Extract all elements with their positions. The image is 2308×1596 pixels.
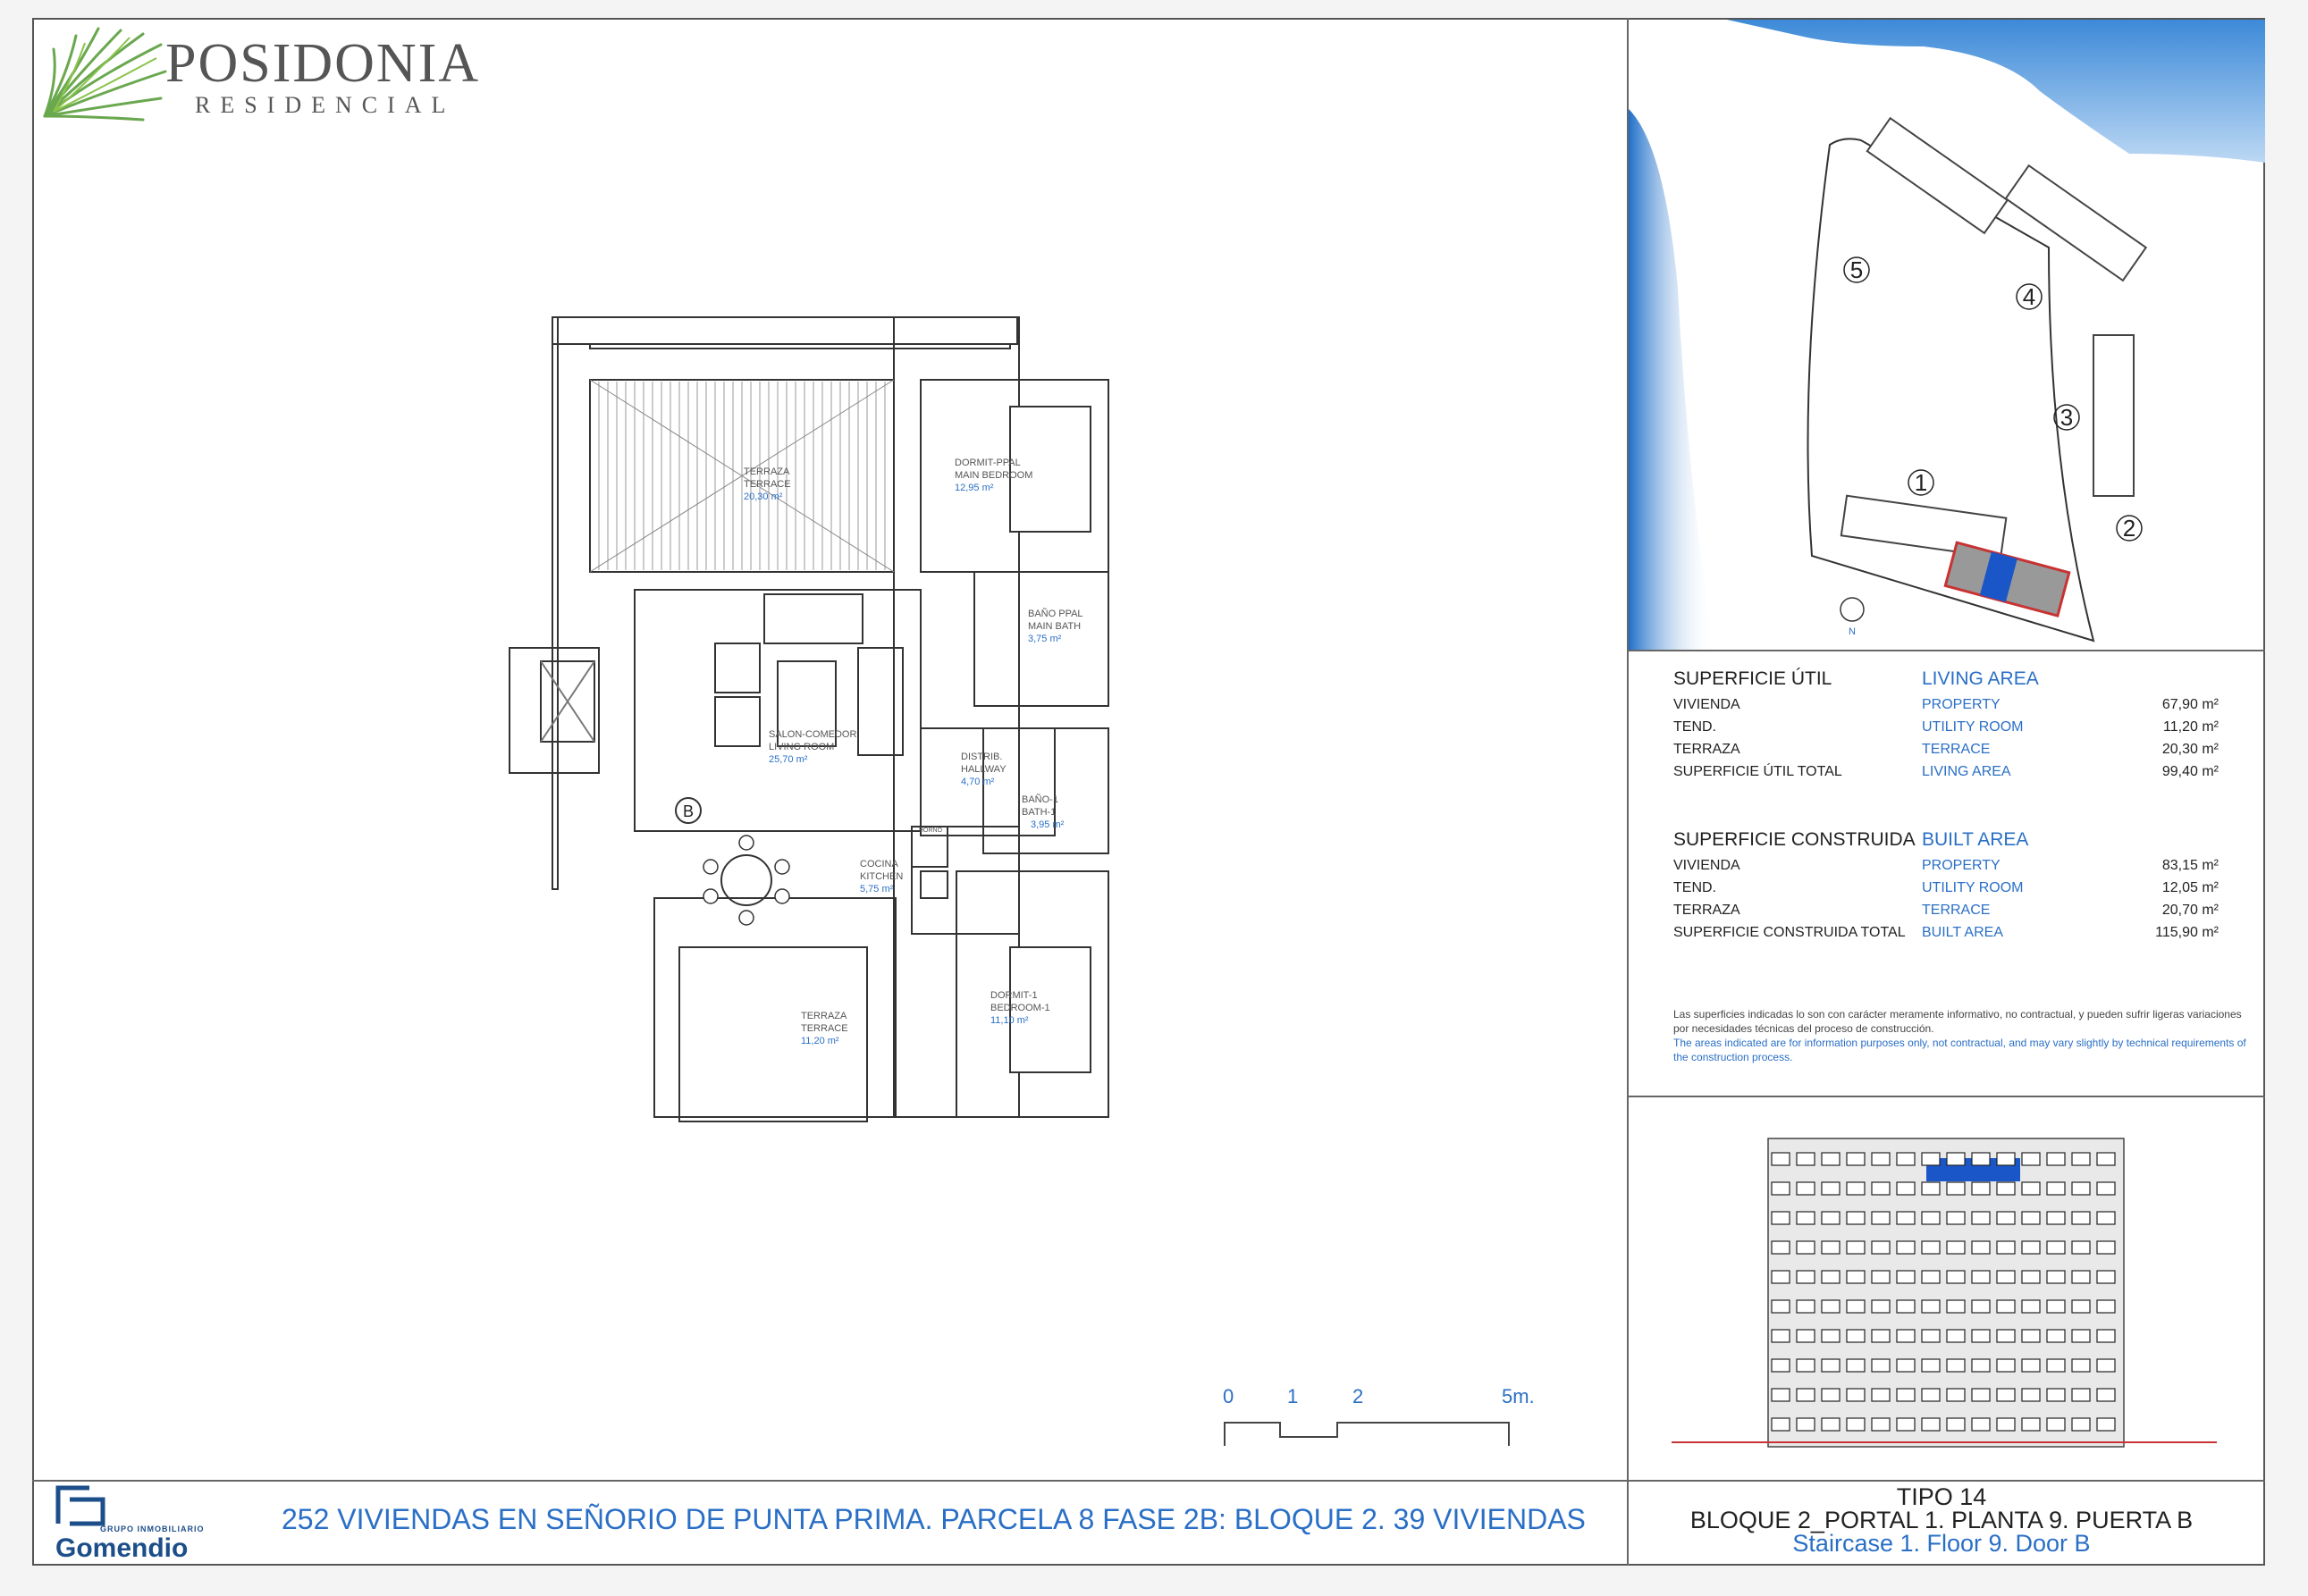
elevation-window (2022, 1389, 2040, 1401)
area-row-en: UTILITY ROOM (1922, 719, 2024, 735)
area-row-en: UTILITY ROOM (1922, 880, 2024, 895)
elevation-window (1772, 1241, 1790, 1254)
elevation-window (1872, 1212, 1890, 1224)
elevation-window (2097, 1418, 2115, 1431)
elevation-window (1997, 1330, 2015, 1342)
elevation-window (1822, 1153, 1840, 1165)
elevation-window (2022, 1182, 2040, 1195)
elevation-window (2097, 1389, 2115, 1401)
area-row-value: 20,70 m² (2161, 903, 2219, 918)
block-3-footprint (2093, 335, 2134, 496)
sea-top (1727, 20, 2265, 163)
elevation-window (1797, 1271, 1815, 1283)
elevation-window (1972, 1212, 1990, 1224)
elevation-window (1947, 1212, 1965, 1224)
elevation-window (1822, 1182, 1840, 1195)
built-title-es: SUPERFICIE CONSTRUIDA (1673, 829, 1916, 850)
building-elevation (1672, 1135, 2226, 1457)
elevation-window (1997, 1389, 2015, 1401)
useful-title-es: SUPERFICIE ÚTIL (1673, 668, 1832, 689)
area-table (1673, 668, 2219, 944)
footer-divider (32, 1480, 2265, 1482)
elevation-window (1972, 1300, 1990, 1313)
area-row-es: VIVIENDA (1673, 697, 1740, 712)
elevation-window (1997, 1212, 2015, 1224)
room-name-main-bath-es: BAÑO PPAL (1028, 609, 1083, 619)
area-row-value: 83,15 m² (2161, 858, 2219, 873)
site-map (1629, 20, 2265, 650)
floor-plan (501, 308, 1144, 1130)
elevation-window (2072, 1359, 2090, 1372)
elevation-window (2047, 1300, 2065, 1313)
elevation-window (2072, 1212, 2090, 1224)
elevation-window (1997, 1182, 2015, 1195)
elevation-window (1822, 1271, 1840, 1283)
area-row (1673, 854, 2219, 877)
area-row-es: VIVIENDA (1673, 858, 1740, 873)
block-2-label: 2 (2122, 515, 2136, 542)
elevation-window (1772, 1389, 1790, 1401)
elevation-window (1847, 1153, 1865, 1165)
elevation-window (2047, 1212, 2065, 1224)
elevation-window (1972, 1418, 1990, 1431)
elevation-window (1872, 1389, 1890, 1401)
scale-tick-5: 5m. (1502, 1385, 1535, 1407)
area-row (1673, 693, 2219, 716)
top-balcony-rail (552, 317, 1017, 344)
elevation-window (1972, 1182, 1990, 1195)
developer-name: Gomendio (55, 1533, 189, 1563)
elevation-window (2022, 1241, 2040, 1254)
elevation-window (1922, 1271, 1940, 1283)
elevation-window (1847, 1212, 1865, 1224)
palm-leaf-icon (36, 27, 170, 125)
elevation-window (1797, 1182, 1815, 1195)
elevation-window (1897, 1212, 1915, 1224)
elevation-window (1897, 1330, 1915, 1342)
elevation-window (1897, 1271, 1915, 1283)
room-name-bath1-es: BAÑO-1 (1022, 794, 1058, 805)
area-row (1673, 760, 2219, 783)
elevation-window (1897, 1182, 1915, 1195)
elevation-window (2022, 1271, 2040, 1283)
elevation-window (1822, 1300, 1840, 1313)
area-row-en: TERRACE (1922, 742, 1991, 757)
elevation-window (1972, 1389, 1990, 1401)
elevation-window (1922, 1389, 1940, 1401)
north-label: N (1849, 626, 1856, 637)
elevation-window (2022, 1359, 2040, 1372)
elevation-window (1972, 1330, 1990, 1342)
room-name-main-bedroom-es: DORMIT-PPAL (955, 458, 1021, 468)
area-row-en: BUILT AREA (1922, 925, 2003, 940)
elevation-window (1772, 1153, 1790, 1165)
elevation-window (1997, 1241, 2015, 1254)
room-name-main-bedroom-en: MAIN BEDROOM (955, 470, 1033, 481)
elevation-window (1872, 1330, 1890, 1342)
elevation-window (1872, 1271, 1890, 1283)
elevation-window (1872, 1241, 1890, 1254)
elevation-window (1772, 1271, 1790, 1283)
elevation-window (1947, 1241, 1965, 1254)
scale-tick-1: 1 (1287, 1385, 1299, 1407)
area-row (1673, 716, 2219, 738)
elevation-window (2047, 1418, 2065, 1431)
elevation-window (2022, 1418, 2040, 1431)
unit-location-en: Staircase 1. Floor 9. Door B (1792, 1530, 2091, 1557)
door-marker-label: B (682, 802, 695, 820)
area-row-value: 67,90 m² (2161, 697, 2219, 712)
elevation-window (2022, 1212, 2040, 1224)
room-name-hallway-es: DISTRIB. (961, 752, 1003, 762)
elevation-window (1897, 1300, 1915, 1313)
area-row-es: TEND. (1673, 719, 1716, 735)
elevation-window (1997, 1359, 2015, 1372)
elevation-window (2097, 1212, 2115, 1224)
elevation-window (2047, 1330, 2065, 1342)
elevation-window (2072, 1389, 2090, 1401)
area-row (1673, 899, 2219, 921)
elevation-window (1972, 1241, 1990, 1254)
elevation-window (1872, 1300, 1890, 1313)
elevation-window (1772, 1418, 1790, 1431)
elevation-window (1797, 1330, 1815, 1342)
area-row-es: TEND. (1673, 880, 1716, 895)
room-name-kitchen-es: COCINA (860, 859, 898, 869)
elevation-window (1947, 1153, 1965, 1165)
elevation-window (2022, 1153, 2040, 1165)
elevation-window (1822, 1389, 1840, 1401)
main-terrace (590, 380, 894, 572)
room-name-main-bath-en: MAIN BATH (1028, 621, 1082, 632)
elevation-window (1922, 1418, 1940, 1431)
elevation-window (1997, 1300, 2015, 1313)
elevation-window (2097, 1241, 2115, 1254)
room-area-bath1: 3,95 m² (1031, 819, 1065, 830)
elevation-window (1972, 1153, 1990, 1165)
area-row (1673, 738, 2219, 760)
brand-subtitle: RESIDENCIAL (195, 92, 456, 118)
disclaimer-es: Las superficies indicadas lo son con carácter meramente informativo, no contractual, y pueden sufrir ligeras variaciones por necesidades técnicas del proceso de construcción. (1673, 1008, 2242, 1035)
elevation-window (2047, 1182, 2065, 1195)
site-map-divider (1627, 650, 2265, 651)
elevation-window (1897, 1153, 1915, 1165)
elevation-window (1797, 1418, 1815, 1431)
elevation-window (1972, 1359, 1990, 1372)
area-row-value: 115,90 m² (2155, 925, 2219, 940)
block-3-label: 3 (2060, 404, 2074, 431)
elevation-window (1897, 1241, 1915, 1254)
elevation-window (2047, 1359, 2065, 1372)
sea-left (1629, 109, 1714, 650)
brand-name: POSIDONIA (165, 33, 481, 94)
elevation-window (2072, 1300, 2090, 1313)
room-area-small-terrace: 11,20 m² (801, 1036, 839, 1046)
elevation-window (1822, 1418, 1840, 1431)
elevation-window (2097, 1359, 2115, 1372)
elevation-window (1797, 1359, 1815, 1372)
room-name-living-es: SALON-COMEDOR (769, 729, 857, 740)
elevation-window (2022, 1300, 2040, 1313)
gomendio-mark-icon (54, 1483, 107, 1528)
built-area-header (1673, 829, 2219, 851)
elevation-window (1847, 1300, 1865, 1313)
room-name-bedroom1-en: BEDROOM-1 (990, 1003, 1050, 1013)
elevation-window (1772, 1330, 1790, 1342)
elevation-window (1922, 1330, 1940, 1342)
elevation-window (1797, 1300, 1815, 1313)
elevation-window (1797, 1212, 1815, 1224)
elevation-window (1772, 1212, 1790, 1224)
scale-tick-2: 2 (1352, 1385, 1364, 1407)
area-row-value: 20,30 m² (2161, 742, 2219, 757)
elevation-window (2097, 1330, 2115, 1342)
elevation-window (2097, 1153, 2115, 1165)
elevation-window (2072, 1271, 2090, 1283)
elevation-window (1772, 1182, 1790, 1195)
gomendio-logo (54, 1483, 250, 1563)
block-5-label: 5 (1849, 256, 1864, 283)
block-4-label: 4 (2022, 283, 2036, 310)
elevation-window (2047, 1271, 2065, 1283)
room-name-bedroom1-es: DORMIT-1 (990, 990, 1038, 1001)
elevation-window (1947, 1389, 1965, 1401)
elevation-window (1947, 1359, 1965, 1372)
area-row-value: 12,05 m² (2161, 880, 2219, 895)
elevation-window (1922, 1182, 1940, 1195)
project-title: 252 VIVIENDAS EN SEÑORIO DE PUNTA PRIMA. PARCELA 8 FASE 2B: BLOQUE 2. 39 VIVIENDAS (282, 1503, 1586, 1535)
elevation-window (1822, 1212, 1840, 1224)
elevation-window (1797, 1153, 1815, 1165)
unit-type-block (1629, 1485, 2254, 1555)
elevation-window (2047, 1241, 2065, 1254)
elevation-window (1822, 1330, 1840, 1342)
room-name-living-en: LIVING ROOM (769, 742, 835, 752)
elevation-window (1872, 1182, 1890, 1195)
elevation-window (1997, 1153, 2015, 1165)
elevation-window (1997, 1271, 2015, 1283)
elevation-window (1872, 1418, 1890, 1431)
elevation-window (1997, 1418, 2015, 1431)
north-arrow-icon (1841, 598, 1864, 621)
elevation-window (2072, 1418, 2090, 1431)
room-name-terrace-en: TERRACE (744, 479, 791, 490)
room-area-terrace: 20,30 m² (744, 491, 783, 502)
elevation-window (2072, 1182, 2090, 1195)
room-name-small-terrace-es: TERRAZA (801, 1011, 847, 1021)
elevation-window (1947, 1271, 1965, 1283)
area-row-en: PROPERTY (1922, 858, 2001, 873)
elevation-window (2097, 1271, 2115, 1283)
elevation-window (1947, 1182, 1965, 1195)
useful-area-header (1673, 668, 2219, 690)
developer-small: GRUPO INMOBILIARIO (100, 1525, 205, 1533)
elevation-window (1847, 1359, 1865, 1372)
disclaimer-en: The areas indicated are for information purposes only, not contractual, and may vary slightly by technical requirements of the construction process. (1673, 1037, 2246, 1063)
elevation-window (2097, 1182, 2115, 1195)
elevation-window (1847, 1182, 1865, 1195)
elevation-window (1872, 1359, 1890, 1372)
elevation-window (1797, 1241, 1815, 1254)
room-area-kitchen: 5,75 m² (860, 884, 894, 895)
built-title-en: BUILT AREA (1922, 829, 2029, 850)
room-name-small-terrace-en: TERRACE (801, 1023, 848, 1034)
elevation-window (1922, 1300, 1940, 1313)
useful-title-en: LIVING AREA (1922, 668, 2039, 689)
room-area-bedroom1: 11,10 m² (990, 1015, 1029, 1026)
elevation-window (1772, 1359, 1790, 1372)
elevation-window (2072, 1241, 2090, 1254)
elevation-window (1822, 1241, 1840, 1254)
oven-label: HORNO (919, 827, 943, 834)
elevation-window (1922, 1212, 1940, 1224)
elevation-window (1822, 1359, 1840, 1372)
elevation-window (1947, 1418, 1965, 1431)
room-name-bath1-en: BATH-1 (1022, 807, 1057, 818)
area-row-en: PROPERTY (1922, 697, 2001, 712)
area-row-es: SUPERFICIE CONSTRUIDA TOTAL (1673, 925, 1906, 940)
elevation-window (1847, 1418, 1865, 1431)
elevation-window (1847, 1330, 1865, 1342)
elevation-window (1872, 1153, 1890, 1165)
elevation-window (1922, 1359, 1940, 1372)
room-area-main-bedroom: 12,95 m² (955, 483, 994, 493)
elevation-window (1847, 1241, 1865, 1254)
elevation-divider (1627, 1096, 2265, 1097)
small-terrace (679, 947, 867, 1121)
area-row-value: 11,20 m² (2163, 719, 2219, 735)
elevation-window (1847, 1271, 1865, 1283)
scale-bar (1216, 1385, 1546, 1448)
room-area-main-bath: 3,75 m² (1028, 634, 1062, 644)
area-row (1673, 921, 2219, 944)
unit-type: TIPO 14 (1896, 1483, 1987, 1510)
area-row-en: LIVING AREA (1922, 764, 2011, 779)
disclaimer (1673, 1007, 2254, 1064)
elevation-window (1897, 1418, 1915, 1431)
elevation-window (1797, 1389, 1815, 1401)
room-name-kitchen-en: KITCHEN (860, 871, 904, 882)
elevation-window (2072, 1153, 2090, 1165)
kitchen (912, 827, 1019, 934)
elevation-window (2022, 1330, 2040, 1342)
elevation-window (2097, 1300, 2115, 1313)
elevation-window (1947, 1330, 1965, 1342)
area-row-es: TERRAZA (1673, 742, 1740, 757)
elevation-window (1922, 1153, 1940, 1165)
elevation-window (1772, 1300, 1790, 1313)
elevation-window (1847, 1389, 1865, 1401)
area-row-value: 99,40 m² (2161, 764, 2219, 779)
area-row (1673, 877, 2219, 899)
elevation-window (1897, 1389, 1915, 1401)
elevation-window (2047, 1153, 2065, 1165)
elevation-window (1972, 1271, 1990, 1283)
unit-location-es: BLOQUE 2_PORTAL 1. PLANTA 9. PUERTA B (1689, 1507, 2194, 1533)
area-row-en: TERRACE (1922, 903, 1991, 918)
room-name-terrace-es: TERRAZA (744, 466, 790, 477)
block-1-label: 1 (1914, 469, 1928, 496)
scale-tick-0: 0 (1223, 1385, 1234, 1407)
area-row-es: SUPERFICIE ÚTIL TOTAL (1673, 764, 1842, 779)
room-area-hallway: 4,70 m² (961, 777, 995, 787)
elevation-window (2072, 1330, 2090, 1342)
area-row-es: TERRAZA (1673, 903, 1740, 918)
elevation-window (1897, 1359, 1915, 1372)
elevation-window (2047, 1389, 2065, 1401)
room-area-living: 25,70 m² (769, 754, 808, 765)
room-name-hallway-en: HALLWAY (961, 764, 1007, 775)
elevation-window (1922, 1241, 1940, 1254)
elevation-window (1947, 1300, 1965, 1313)
